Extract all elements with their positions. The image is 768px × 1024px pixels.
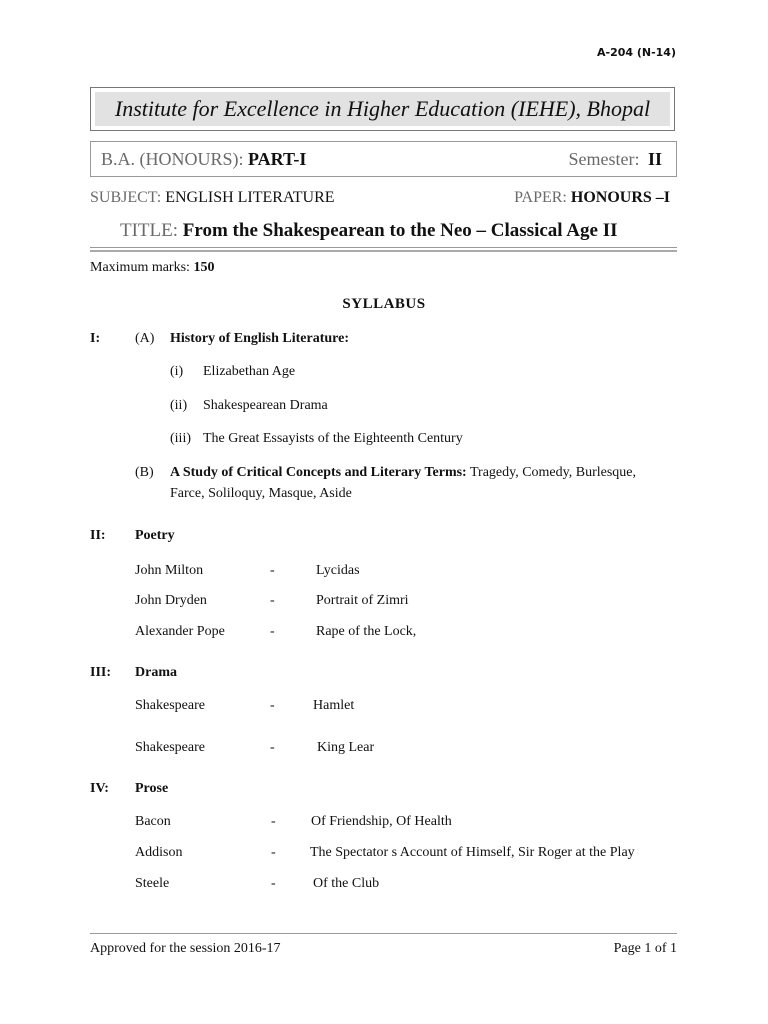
unit-1-b-text-1: Tragedy, Comedy, Burlesque, <box>466 465 637 480</box>
unit-1-b-title: A Study of Critical Concepts and Literary Terms: <box>170 465 467 480</box>
author: Bacon <box>135 814 171 829</box>
dash: - <box>270 740 275 755</box>
semester-value: II <box>647 148 662 169</box>
unit-1-b-text-2: Farce, Soliloquy, Masque, Aside <box>170 486 352 501</box>
semester <box>569 149 663 170</box>
work: Hamlet <box>313 698 355 713</box>
unit-1-b-line1 <box>170 465 636 481</box>
title-row <box>120 220 617 242</box>
paper-value: HONOURS –I <box>570 189 670 206</box>
unit-1-item-text: The Great Essayists of the Eighteenth Century <box>203 431 463 446</box>
syllabus-heading: SYLLABUS <box>342 296 426 312</box>
unit-1-a-title: History of English Literature: <box>170 331 350 346</box>
title-value: From the Shakespearean to the Neo – Classical Age II <box>182 220 618 241</box>
unit-4-title: Prose <box>135 781 169 796</box>
dash: - <box>271 845 276 860</box>
document-code: A-204 (N-14) <box>596 46 676 59</box>
class-row <box>90 141 677 177</box>
paper <box>514 189 670 207</box>
title-rule-bottom <box>90 250 677 252</box>
institute-name: Institute for Excellence in Higher Education (IEHE), Bhopal <box>95 92 670 126</box>
dash: - <box>270 563 275 578</box>
unit-1-a-label: (A) <box>135 331 155 346</box>
subject-row <box>90 189 670 207</box>
unit-1-item-num: (iii) <box>170 431 191 446</box>
work: Lycidas <box>316 563 360 578</box>
footer-rule <box>90 933 677 934</box>
work: Portrait of Zimri <box>316 593 409 608</box>
dash: - <box>271 814 276 829</box>
unit-3-title: Drama <box>135 665 177 680</box>
class-part: PART-I <box>248 148 307 169</box>
work: Of the Club <box>313 876 380 891</box>
subject-value: ENGLISH LITERATURE <box>165 189 335 206</box>
author: John Milton <box>135 563 204 578</box>
dash: - <box>270 624 275 639</box>
subject <box>90 189 335 207</box>
subject-label: SUBJECT: <box>90 189 166 206</box>
work: King Lear <box>317 740 375 755</box>
unit-1-item-text: Shakespearean Drama <box>203 398 328 413</box>
semester-label: Semester: <box>568 148 644 169</box>
work: Of Friendship, Of Health <box>311 814 452 829</box>
class-prefix: B.A. (HONOURS): <box>101 148 249 169</box>
author: Steele <box>135 876 170 891</box>
author: John Dryden <box>135 593 207 608</box>
title-label: TITLE: <box>120 220 183 241</box>
unit-1-number: I: <box>90 331 101 346</box>
unit-3-number: III: <box>90 665 112 680</box>
title-rule-top <box>90 247 677 248</box>
unit-2-title: Poetry <box>135 528 175 543</box>
max-marks-value: 150 <box>193 260 215 275</box>
author: Shakespeare <box>135 740 205 755</box>
footer-page-number: Page 1 of 1 <box>613 941 677 956</box>
dash: - <box>271 876 276 891</box>
max-marks <box>90 260 214 276</box>
author: Alexander Pope <box>135 624 225 639</box>
dash: - <box>270 698 275 713</box>
institute-header-box <box>90 87 675 131</box>
footer-approval: Approved for the session 2016-17 <box>90 941 281 956</box>
dash: - <box>270 593 275 608</box>
work: Rape of the Lock, <box>316 624 417 639</box>
author: Shakespeare <box>135 698 205 713</box>
unit-2-number: II: <box>90 528 106 543</box>
unit-1-b-label: (B) <box>135 465 154 480</box>
work: The Spectator s Account of Himself, Sir Roger at the Play <box>310 845 635 860</box>
unit-1-item-num: (ii) <box>170 398 188 413</box>
class-label <box>101 149 306 170</box>
author: Addison <box>135 845 183 860</box>
unit-4-number: IV: <box>90 781 109 796</box>
paper-label: PAPER: <box>514 189 571 206</box>
max-marks-label: Maximum marks: <box>90 260 194 275</box>
unit-1-item-text: Elizabethan Age <box>203 364 296 379</box>
unit-1-item-num: (i) <box>170 364 184 379</box>
